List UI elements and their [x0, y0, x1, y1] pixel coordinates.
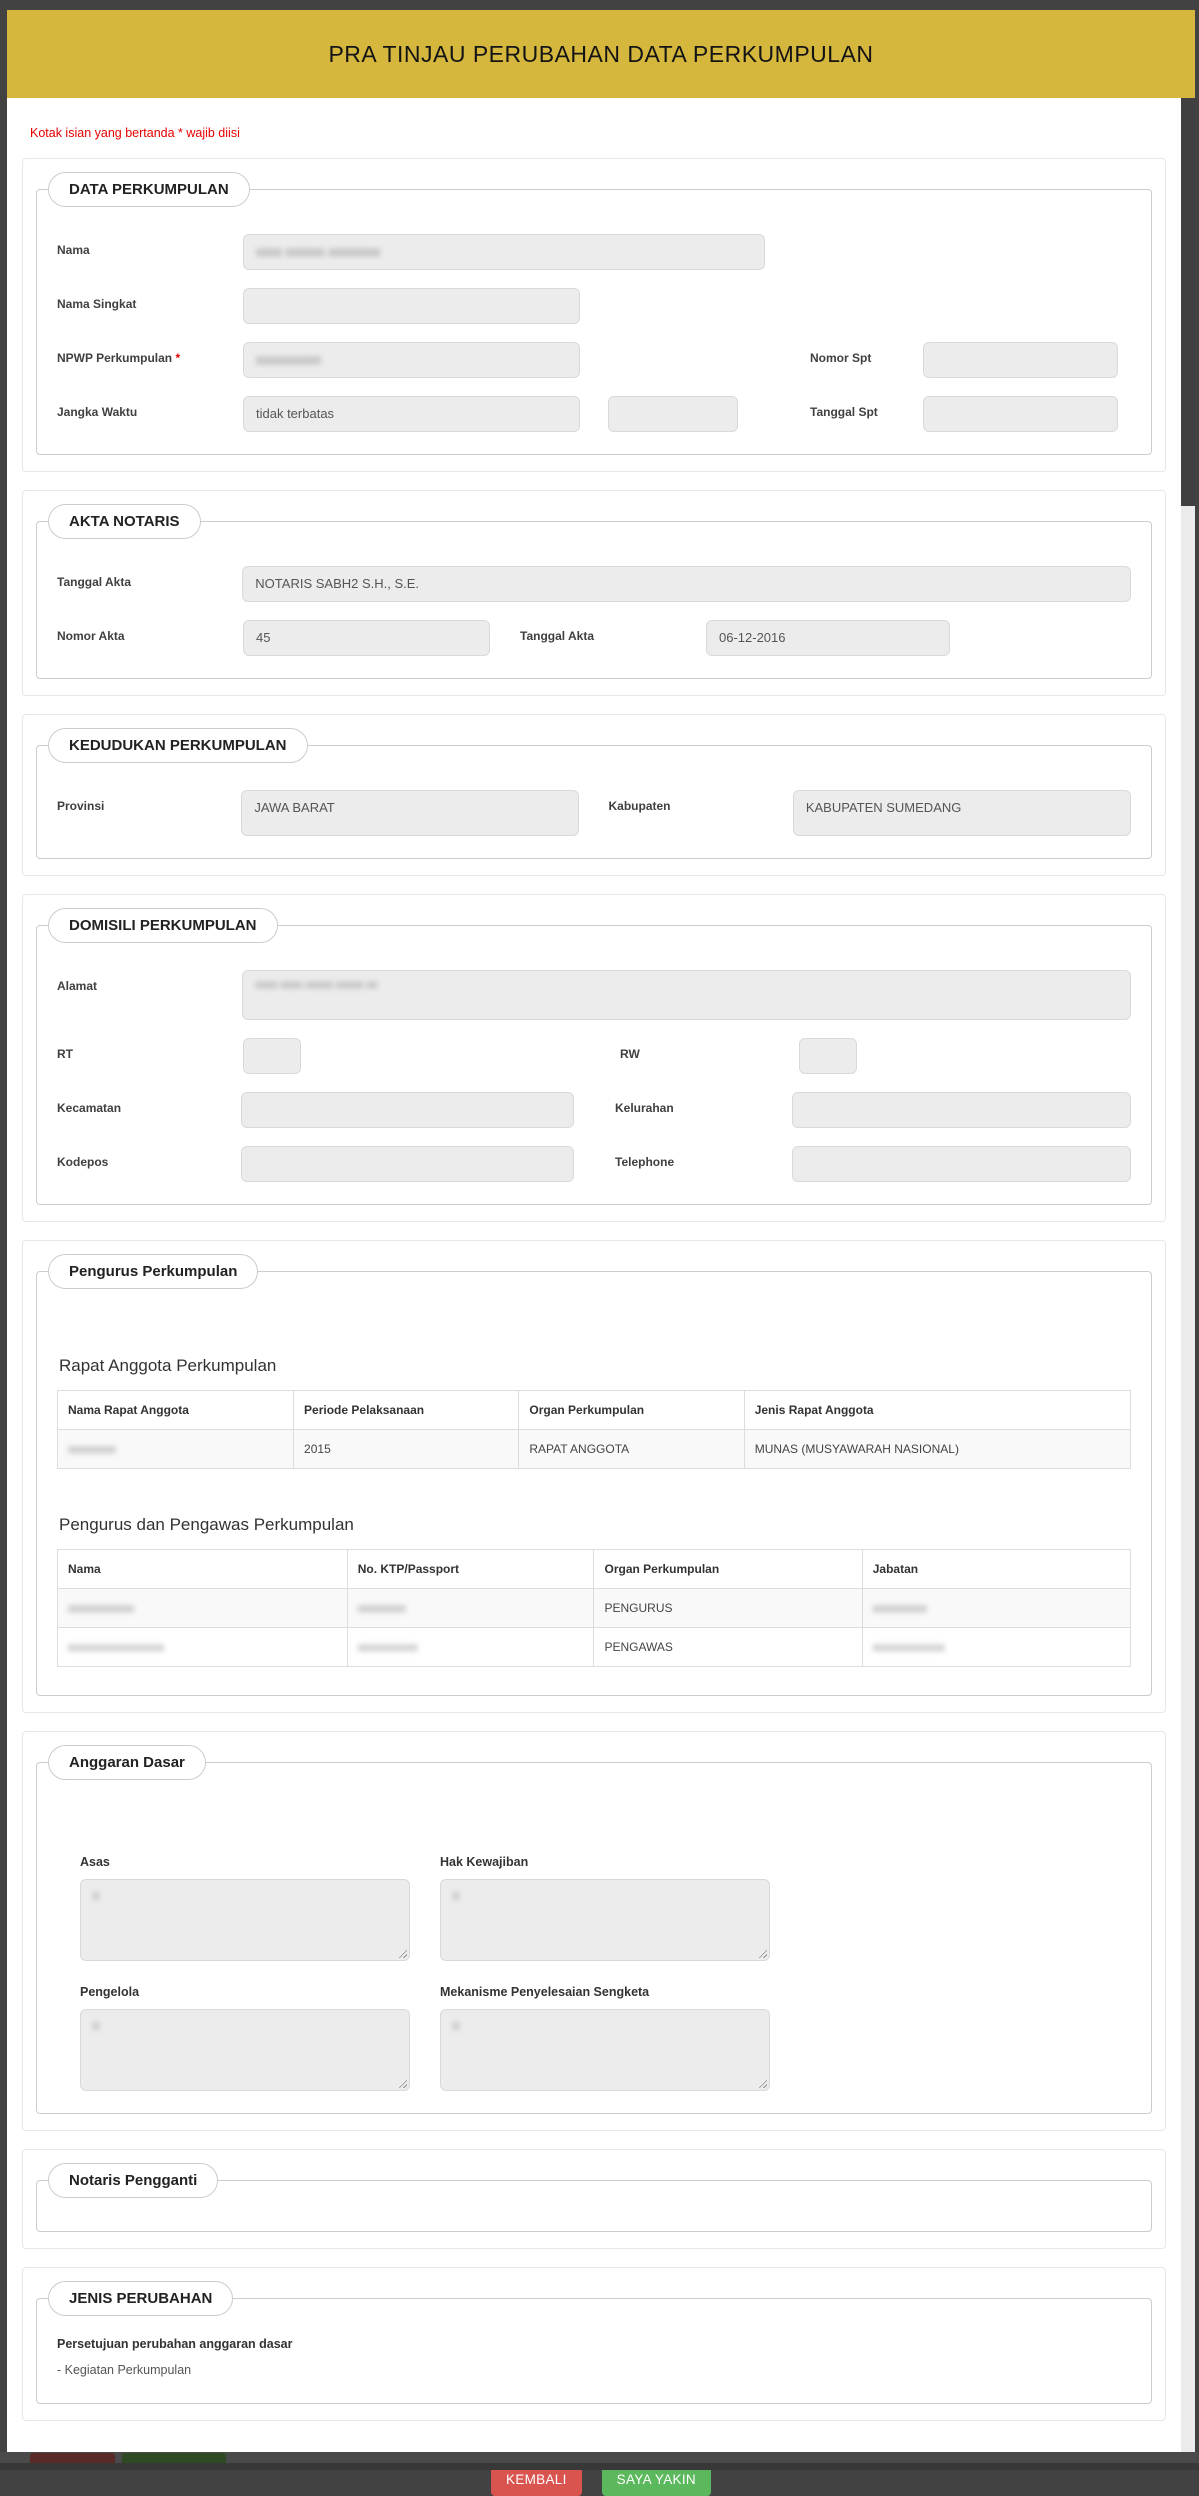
field-row: [57, 620, 1131, 656]
telephone-input[interactable]: [792, 1146, 1131, 1182]
section-jenis-perubahan: [22, 2267, 1166, 2421]
npwp-input[interactable]: xxxxxxxxxx: [243, 342, 580, 378]
preview-modal: [7, 10, 1195, 2487]
column-header: Organ Perkumpulan: [594, 1550, 862, 1589]
tanggal-spt-input[interactable]: [923, 396, 1118, 432]
modal-body: [7, 98, 1195, 2487]
table-row: [58, 1589, 1131, 1628]
field-row: [57, 342, 1131, 378]
kecamatan-input[interactable]: [241, 1092, 574, 1128]
mekanisme-label: Mekanisme Penyelesaian Sengketa: [440, 1985, 650, 1999]
kabupaten-select[interactable]: KABUPATEN SUMEDANG: [793, 790, 1131, 836]
telephone-label: Telephone: [615, 1155, 675, 1169]
required-note: Kotak isian yang bertanda * wajib diisi: [30, 126, 240, 140]
field-row: [57, 1092, 1131, 1128]
cell-organ: RAPAT ANGGOTA: [519, 1430, 744, 1469]
section-anggaran-dasar: [22, 1731, 1166, 2131]
kecamatan-label: Kecamatan: [57, 1101, 122, 1115]
cell-jenis-rapat: MUNAS (MUSYAWARAH NASIONAL): [744, 1430, 1130, 1469]
rt-label: RT: [57, 1047, 73, 1061]
field-row: [57, 396, 1131, 432]
alamat-input[interactable]: xxxx xxxx xxxxx xxxxx xx: [242, 970, 1131, 1020]
nama-singkat-input[interactable]: [243, 288, 580, 324]
npwp-label: NPWP Perkumpulan *: [57, 351, 181, 365]
section-legend: DATA PERKUMPULAN: [48, 172, 250, 207]
jangka-waktu-input[interactable]: tidak terbatas: [243, 396, 580, 432]
column-header: No. KTP/Passport: [347, 1550, 594, 1589]
rw-label: RW: [620, 1047, 640, 1061]
column-header: Jabatan: [862, 1550, 1130, 1589]
pengelola-textarea[interactable]: x: [80, 2009, 410, 2091]
section-legend: KEDUDUKAN PERKUMPULAN: [48, 728, 308, 763]
pengurus-pengawas-heading: Pengurus dan Pengawas Perkumpulan: [59, 1515, 354, 1534]
kodepos-label: Kodepos: [57, 1155, 109, 1169]
perubahan-type-text: Persetujuan perubahan anggaran dasar: [57, 2337, 293, 2351]
cell-ktp: xxxxxxxxxx: [347, 1628, 594, 1667]
field-row: [57, 1038, 1131, 1074]
required-asterisk: *: [175, 351, 181, 365]
column-header: Organ Perkumpulan: [519, 1391, 744, 1430]
perubahan-item-text: - Kegiatan Perkumpulan: [57, 2363, 192, 2377]
tanggal-akta-input[interactable]: 06-12-2016: [706, 620, 950, 656]
cell-nama: xxxxxxxxxxx: [58, 1589, 348, 1628]
rapat-anggota-heading: Rapat Anggota Perkumpulan: [59, 1356, 277, 1375]
nomor-spt-label: Nomor Spt: [810, 351, 872, 365]
tanggal-akta-label: Tanggal Akta: [520, 629, 595, 643]
pengurus-pengawas-table: [57, 1549, 1131, 1667]
kodepos-input[interactable]: [241, 1146, 574, 1182]
cell-nama: xxxxxxxxxxxxxxxx: [58, 1628, 348, 1667]
field-row: [57, 288, 1131, 324]
provinsi-select[interactable]: JAWA BARAT: [241, 790, 578, 836]
section-legend: Anggaran Dasar: [48, 1745, 206, 1780]
hak-kewajiban-textarea[interactable]: x: [440, 1879, 770, 1961]
cell-ktp: xxxxxxxx: [347, 1589, 594, 1628]
page-title: PRA TINJAU PERUBAHAN DATA PERKUMPULAN: [328, 40, 874, 67]
column-header: Nama: [58, 1550, 348, 1589]
field-row: [57, 566, 1131, 602]
column-header: Jenis Rapat Anggota: [744, 1391, 1130, 1430]
field-row: [57, 1146, 1131, 1182]
mekanisme-textarea[interactable]: x: [440, 2009, 770, 2091]
column-header: Periode Pelaksanaan: [294, 1391, 519, 1430]
asas-textarea[interactable]: x: [80, 1879, 410, 1961]
alamat-label: Alamat: [57, 979, 98, 993]
section-legend: DOMISILI PERKUMPULAN: [48, 908, 278, 943]
scrollbar-thumb[interactable]: [1181, 98, 1195, 506]
nomor-spt-input[interactable]: [923, 342, 1118, 378]
jangka-waktu-extra-input[interactable]: [608, 396, 738, 432]
nama-input[interactable]: xxxx xxxxxx xxxxxxxx: [243, 234, 765, 270]
notaris-input[interactable]: NOTARIS SABH2 S.H., S.E.: [242, 566, 1131, 602]
section-legend: AKTA NOTARIS: [48, 504, 201, 539]
pengelola-label: Pengelola: [80, 1985, 140, 1999]
kabupaten-label: Kabupaten: [608, 799, 671, 813]
cell-jabatan: xxxxxxxxxxxx: [862, 1628, 1130, 1667]
kembali-button[interactable]: KEMBALI: [491, 2463, 582, 2496]
section-data-perkumpulan: [22, 158, 1166, 472]
bottom-edge-strip: [0, 2463, 1199, 2470]
section-akta-notaris: [22, 490, 1166, 696]
cell-jabatan: xxxxxxxxx: [862, 1589, 1130, 1628]
section-legend: Notaris Pengganti: [48, 2163, 218, 2198]
section-kedudukan: [22, 714, 1166, 876]
nama-singkat-label: Nama Singkat: [57, 297, 137, 311]
modal-header: [7, 10, 1195, 98]
section-pengurus: [22, 1240, 1166, 1713]
table-row: [58, 1628, 1131, 1667]
column-header: Nama Rapat Anggota: [58, 1391, 294, 1430]
nomor-akta-input[interactable]: 45: [243, 620, 490, 656]
table-row: [58, 1430, 1131, 1469]
section-legend: JENIS PERUBAHAN: [48, 2281, 233, 2316]
table-header-row: [58, 1391, 1131, 1430]
cell-periode: 2015: [294, 1430, 519, 1469]
jangka-waktu-label: Jangka Waktu: [57, 405, 138, 419]
saya-yakin-button[interactable]: SAYA YAKIN: [602, 2463, 711, 2496]
section-legend: Pengurus Perkumpulan: [48, 1254, 258, 1289]
rw-input[interactable]: [799, 1038, 857, 1074]
cell-organ: PENGURUS: [594, 1589, 862, 1628]
provinsi-label: Provinsi: [57, 799, 105, 813]
rapat-anggota-table: [57, 1390, 1131, 1469]
nomor-akta-label: Nomor Akta: [57, 629, 125, 643]
tanggal-spt-label: Tanggal Spt: [810, 405, 878, 419]
cell-nama-rapat: xxxxxxxx: [58, 1430, 294, 1469]
field-row: [57, 970, 1131, 1020]
kelurahan-label: Kelurahan: [615, 1101, 674, 1115]
field-row: [57, 234, 1131, 270]
asas-label: Asas: [80, 1855, 110, 1869]
section-domisili: [22, 894, 1166, 1222]
section-notaris-pengganti: [22, 2149, 1166, 2249]
rt-input[interactable]: [243, 1038, 301, 1074]
table-header-row: [58, 1550, 1131, 1589]
cell-organ: PENGAWAS: [594, 1628, 862, 1667]
kelurahan-input[interactable]: [792, 1092, 1131, 1128]
field-row: [57, 790, 1131, 836]
hak-kewajiban-label: Hak Kewajiban: [440, 1855, 529, 1869]
notaris-label: Tanggal Akta: [57, 575, 132, 589]
nama-label: Nama: [57, 243, 90, 257]
